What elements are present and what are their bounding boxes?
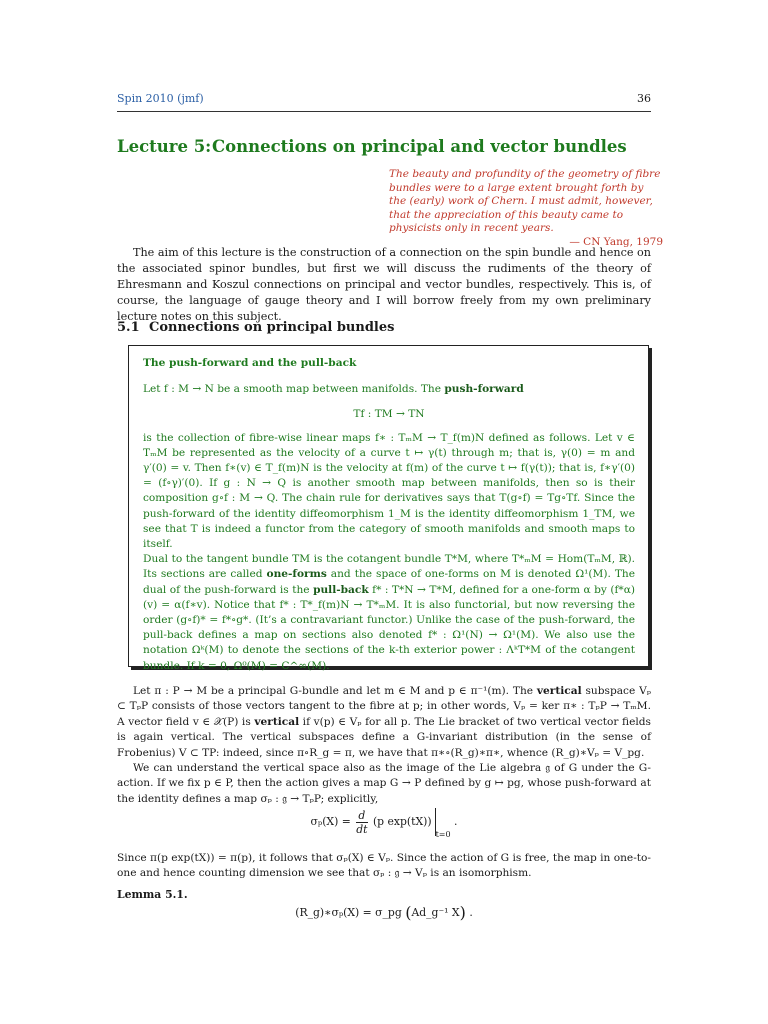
box-p2-text-c: f* : T*N → T*M, defined for a one-form α by (f*α)(v) = α(f∗v). Notice that f* : T*_f(m)N → T*ₘM. It is also functorial, but now reversing the order (g∘f)* = f*∘g*. (It’s a contravariant functor.) Unlike the case of the push-forward, the pull-back defines a map on sections also denoted f* : Ω¹(N) → Ω¹(M). We also use the notation Ωᵏ(M) to denote the sections of the k-th exterior power : ΛᵏT*M of the cotangent bundle. If k = 0, Ω⁰(M) = C^∞(M). [143,583,636,672]
eq1-fraction [356,809,367,836]
epigraph [389,168,663,250]
running-header [117,92,651,108]
one-forms-term: one-forms [266,568,327,581]
epigraph-attribution: — CN Yang, 1979 [569,235,663,248]
eq1-lhs: σₚ(X) = [310,815,351,828]
page-number: 36 [637,92,651,105]
lemma-eq-end: . [469,906,473,919]
lemma-eq-rparen: ) [459,903,466,922]
definition-box-content [143,356,635,674]
box-intro-text: Let f : M → N be a smooth map between manifolds. The [143,383,445,396]
epigraph-quote: The beauty and profundity of the geometry of fibre bundles were to a large extent brought forth by the (early) work of Chern. I must admit, however, that the appreciation of this beauty came to physicists only in recent years. [389,168,661,235]
push-forward-term: push-forward [444,383,524,396]
body-paragraph-1 [117,684,651,761]
lemma-eq-lhs: (R_g)∗σₚ(X) = σ_pg [295,906,402,919]
lemma-label: Lemma 5.1. [117,888,188,901]
eq1-end: . [454,815,458,828]
box-paragraph-1: is the collection of fibre-wise linear maps f∗ : TₘM → T_f(m)N defined as follows. Let v ∈ TₘM be represented as the velocity of a curve t ↦ γ(t) through m; that is, γ(0) = m and γ′(0) = v. Then f∗(v) ∈ T_f(m)N is the velocity at f(m) of the curve t ↦ f(γ(t)); that is, f∗γ′(0) = (f∘γ)′(0). If g : N → Q is another smooth map between manifolds, then so is their composition g∘f : M → Q. The chain rule for derivatives says that T(g∘f) = Tg∘Tf. Since the push-forward of the identity diffeomorphism 1_M is the identity diffeomorphism 1_TM, we see that T is indeed a functor from the category of smooth manifolds and smooth maps to itself. [143,431,635,551]
lecture-number: Lecture 5: [117,137,212,156]
header-rule [117,111,651,112]
body-p1-text-c: if v(p) ∈ Vₚ for all p. The Lie bracket of two vertical vector fields is again vertical. The vertical subspaces define a G-invariant distribution (in the sense of Frobenius) V ⊂ TP: indeed, since π∘R_g = π, we have that π∗∘(R_g)∗π∗, whence (R_g)∗Vₚ = V_pg. [117,715,651,759]
body-paragraph-3: Since π(p exp(tX)) = π(p), it follows that σₚ(X) ∈ Vₚ. Since the action of G is free, the map in one-to-one and hence counting dimension we see that σₚ : 𝔤 → Vₚ is an isomorphism. [117,852,651,880]
section-number: 5.1 [117,320,140,335]
eq1-evaluation-point: t=0 [435,830,451,839]
body-p1-text-b: subspace Vₚ ⊂ TₚP consists of those vectors tangent to the fibre at p; in other words, Vₚ = ker π∗ : TₚP → TₘM. A vector field v ∈ 𝒳(P) is [117,685,651,728]
lecture-title: Connections on principal and vector bundles [212,137,627,156]
box-intro-line [143,382,635,397]
box-paragraph-2 [143,552,635,674]
lecture-heading [117,137,657,156]
intro-paragraph: The aim of this lecture is the construction of a connection on the spin bundle and hence on the associated spinor bundles, but first we will discuss the rudiments of the theory of Ehresmann and Koszul connections on principal and vector bundles, respectively. This is, of course, the language of gauge theory and I will borrow freely from my own preliminary lecture notes on this subject. [117,246,651,323]
eq1-numerator: d [358,808,366,822]
section-heading [117,320,651,335]
running-title: Spin 2010 (jmf) [117,92,204,105]
lemma-eq-arg: Ad_g⁻¹ X [411,906,460,919]
body-paragraph-2: We can understand the vertical space also as the image of the Lie algebra 𝔤 of G under the G-action. If we fix p ∈ P, then the action gives a map G → P defined by g ↦ pg, whose push-forward at the identity defines a map σₚ : 𝔤 → TₚP; explicitly, [117,762,651,805]
vertical-term-2: vertical [254,715,300,728]
lemma-eq-lparen: ( [405,903,412,922]
box-centered-math: Tf : TM → TN [353,408,425,421]
box-title: The push-forward and the pull-back [143,357,357,369]
box-p2-text-b: and the space of one-forms on M is denoted Ω¹(M). The dual of the push-forward is the [143,568,636,596]
sigma-equation [117,808,651,844]
box-p2-text-a: Dual to the tangent bundle TM is the cotangent bundle T*M, where T*ₘM = Hom(TₘM, ℝ). Its sections are called [143,553,635,581]
vertical-term-1: vertical [536,685,582,697]
body-text [117,684,651,807]
pull-back-term: pull-back [313,583,369,596]
lemma-equation [117,903,651,922]
eq1-rhs: (p exp(tX)) [372,815,432,828]
body-p1-text-a: Let π : P → M be a principal G-bundle and let m ∈ M and p ∈ π⁻¹(m). The [133,685,537,697]
eq1-denominator: dt [356,822,368,836]
definition-box [128,345,649,672]
section-title: Connections on principal bundles [149,320,395,335]
